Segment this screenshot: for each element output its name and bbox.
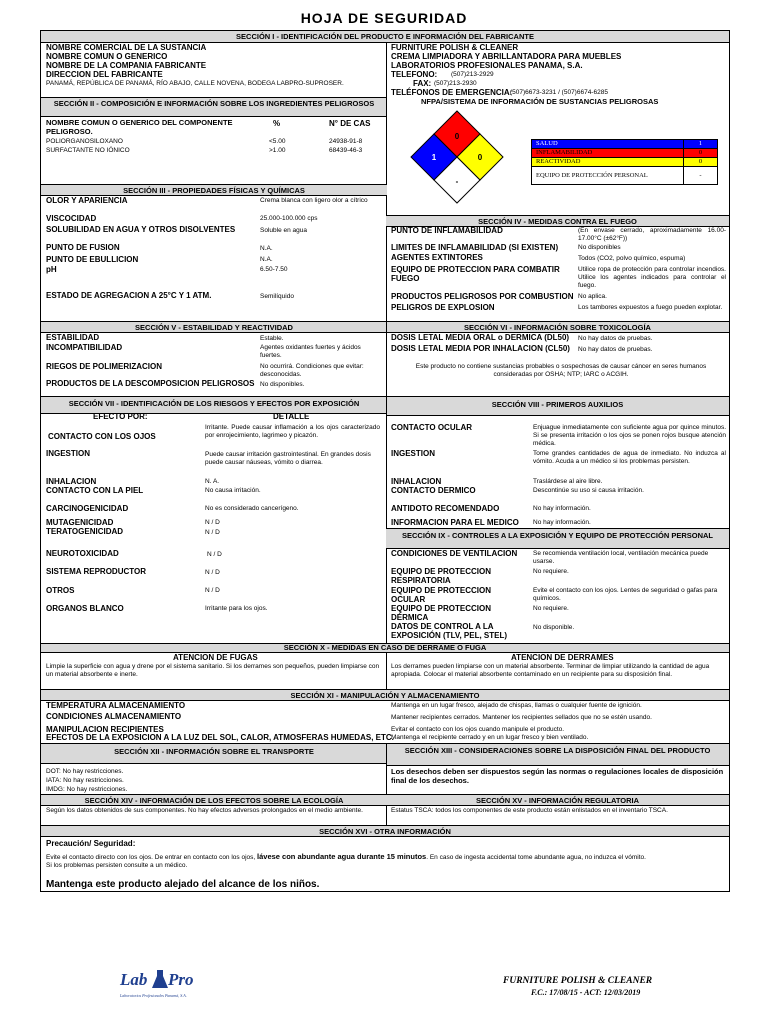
divider (386, 743, 387, 825)
derrames-text: Los derrames pueden limpiarse con un material absorbente. Terminar de limpiar utilizando la cantidad de agua apropiada. Colocar el material absorbente contaminado en un recipiente para su disposición final. (391, 663, 710, 678)
nfpa-row-flammability (532, 149, 718, 158)
logo-text-pro: Pro (168, 970, 194, 989)
s4-value: (En envase cerrado, aproximadamente 16.00-17.00°C (±62°F)) (578, 227, 726, 242)
divider (386, 396, 387, 646)
precaution-text-bold: lávese con abundante agua durante 15 minutos (257, 852, 427, 861)
s3-label: SOLUBILIDAD EN AGUA Y OTROS DISOLVENTES (46, 225, 236, 234)
s8-label: ANTIDOTO RECOMENDADO (391, 504, 500, 513)
s8-label: CONTACTO OCULAR (391, 423, 473, 432)
s5-label: PRODUCTOS DE LA DESCOMPOSICION PELIGROSOS (46, 379, 255, 388)
s7-value: N / D (207, 551, 222, 558)
s7-value: N / D (205, 569, 220, 576)
s11-label: TEMPERATURA ALMACENAMIENTO (46, 701, 186, 710)
s5-value: Agentes oxidantes fuertes y ácidos fuertes. (260, 344, 361, 359)
nfpa-diamond (409, 109, 505, 205)
s7-value: Irritante. Puede causar inflamación a los ojos caracterizado por enrojecimiento, lagrimeo y picazón. (205, 424, 380, 439)
logo-text-lab: Lab (120, 970, 148, 989)
divider (386, 321, 387, 396)
section-16-header: SECCIÓN XVI - OTRA INFORMACIÓN (41, 825, 729, 837)
s7-col-effect: EFECTO POR: (93, 412, 148, 421)
nfpa-row-reactivity (532, 158, 718, 167)
s1-label: NOMBRE COMUN O GENERICO (46, 52, 168, 61)
s8-value: Traslárdese al aire libre. (533, 478, 603, 485)
s4-value: Los tambores expuestos a fuego pueden explotar. (578, 304, 723, 311)
s7-label: INGESTION (46, 449, 91, 458)
section-9-header: SECCIÓN IX - CONTROLES A LA EXPOSICIÓN Y EQUIPO DE PROTECCIÓN PERSONAL (386, 528, 729, 549)
s3-value: Soluble en agua (260, 227, 307, 234)
s5-label: ESTABILIDAD (46, 333, 100, 342)
safety-sheet (40, 30, 730, 892)
precaution-text (46, 853, 726, 862)
fire-rating: 0 (454, 132, 460, 141)
s4-label: EQUIPO DE PROTECCION PARA COMBATIR FUEGO (391, 265, 560, 283)
s1-value: FURNITURE POLISH & CLEANER (391, 43, 519, 52)
s4-label: PELIGROS DE EXPLOSION (391, 303, 495, 312)
s8-label: CONTACTO DERMICO (391, 486, 476, 495)
s7-value: N / D (205, 519, 220, 526)
s11-value: Mantener recipientes cerrados. Mantener los recipientes sellados que no se estén usando. (391, 714, 652, 721)
s3-value: 25.000-100.000 cps (260, 215, 318, 222)
labpro-logo (118, 968, 213, 1002)
section-2-header: SECCIÓN II - COMPOSICIÓN E INFORMACIÓN SOBRE LOS INGREDIENTES PELIGROSOS (41, 97, 387, 117)
nfpa-table (531, 139, 718, 185)
s3-label: pH (46, 265, 57, 274)
nfpa-header: NFPA/SISTEMA DE INFORMACIÓN DE SUSTANCIAS PELIGROSAS (421, 97, 659, 106)
s7-value: N. A. (205, 478, 220, 485)
s3-value: Crema blanca con ligero olor a cítrico (260, 197, 368, 204)
s8-value: Enjuague inmediatamente con suficiente agua por quince minutos. Si se presenta irritación o los ojos se ponen rojos busque atención médica. (533, 424, 726, 447)
footer-code: F.C.: 17/08/15 - ACT: 12/03/2019 (531, 988, 641, 997)
s7-label: TERATOGENICIDAD (46, 527, 124, 536)
telefono-label: TELEFONO: (391, 70, 438, 79)
s3-label: PUNTO DE FUSION (46, 243, 120, 252)
s4-value: No aplica. (578, 293, 607, 300)
s8-label: INGESTION (391, 449, 436, 458)
precaution-text-b: . En caso de ingesta accidental tome abundante agua, no induzca el vómito. (426, 854, 646, 861)
flask-icon (151, 968, 169, 990)
section-11-header: SECCIÓN XI - MANIPULACIÓN Y ALMACENAMIENTO (41, 689, 729, 701)
s7-label: NEUROTOXICIDAD (46, 549, 119, 558)
divider (386, 43, 387, 98)
s3-value: 6.50-7.50 (260, 266, 288, 273)
s4-label: LIMITES DE INFLAMABILIDAD (SI EXISTEN) (391, 243, 559, 252)
s8-value: No hay información. (533, 519, 591, 526)
s7-label: SISTEMA REPRODUCTOR (46, 567, 147, 576)
footer-product: FURNITURE POLISH & CLEANER (503, 976, 653, 986)
s5-value: No ocurrirá. Condiciones que evitar: desconocidas. (260, 363, 364, 378)
s8-label: INFORMACION PARA EL MEDICO (391, 518, 519, 527)
s2-col-pct: % (273, 119, 281, 128)
nfpa-label: INFLAMABILIDAD (532, 149, 684, 158)
transport-line: IATA: No hay restricciones. (46, 777, 124, 784)
s1-label: NOMBRE DE LA COMPANIA FABRICANTE (46, 61, 207, 70)
transport-line: IMDG: No hay restricciones. (46, 786, 128, 793)
s1-value: CREMA LIMPIADORA Y ABRILLANTADORA PARA MUEBLES (391, 52, 622, 61)
ingredient-name: SURFACTANTE NO IÓNICO (46, 147, 130, 154)
s3-value: Semilíquido (260, 293, 294, 300)
s7-value: Irritante para los ojos. (205, 605, 268, 612)
s5-value: No disponibles. (260, 381, 305, 388)
nfpa-value: 0 (684, 158, 718, 167)
fax-value: (507)213-2930 (434, 80, 477, 87)
s7-value: No causa irritación. (205, 487, 261, 494)
section-15-header: SECCIÓN XV - INFORMACIÓN REGULATORIA (386, 794, 729, 806)
disposal-text: Los desechos deben ser dispuestos según las normas o regulaciones locales de disposición final de los desechos. (391, 767, 724, 785)
ecology-text: Según los datos obtenidos de sus componentes. No hay efectos adversos prolongados en el medio ambiente. (46, 807, 363, 814)
s9-label: EQUIPO DE PROTECCION OCULAR (391, 586, 492, 604)
s3-label: OLOR Y APARIENCIA (46, 196, 128, 205)
special-rating: - (455, 177, 459, 186)
s4-value: Utilice ropa de protección para controlar incendios. Utilice los agentes indicados para controlar el fuego. (578, 266, 726, 289)
emergency-label: TELÉFONOS DE EMERGENCIA: (391, 88, 513, 97)
reactivity-rating: 0 (477, 153, 483, 162)
s9-label: DATOS DE CONTROL A LA EXPOSICIÓN (TLV, PEL, STEL) (391, 622, 508, 640)
s7-label: ORGANOS BLANCO (46, 604, 124, 613)
s9-label: EQUIPO DE PROTECCION DÉRMICA (391, 604, 492, 622)
s2-col-cas: N° DE CAS (329, 119, 371, 128)
s11-value: Evitar el contacto con los ojos cuando manipule el producto. (391, 726, 565, 733)
nfpa-value: 0 (684, 149, 718, 158)
divider (386, 215, 387, 321)
nfpa-row-ppe (532, 167, 718, 185)
s11-value: Mantenga en un lugar fresco, alejado de chispas, llamas o cualquier fuente de ignición. (391, 702, 642, 709)
precaution-label: Precaución/ Seguridad: (46, 839, 136, 848)
s6-value: No hay datos de pruebas. (578, 335, 653, 342)
section-8-header: SECCIÓN VIII - PRIMEROS AUXILIOS (386, 396, 729, 416)
nfpa-row-health (532, 140, 718, 149)
s8-label: INHALACION (391, 477, 442, 486)
fax-label: FAX: (413, 79, 432, 88)
section-7-header: SECCIÓN VII - IDENTIFICACIÓN DE LOS RIESGOS Y EFECTOS POR EXPOSICIÓN (41, 396, 387, 414)
nfpa-label: REACTIVIDAD (532, 158, 684, 167)
ingredient-pct: <5.00 (269, 138, 286, 145)
s1-label: DIRECCION DEL FABRICANTE (46, 70, 163, 79)
s11-value: Mantenga el recipiente cerrado y en un lugar fresco y bien ventilado. (391, 734, 589, 741)
s5-value: Estable. (260, 335, 284, 342)
s3-label: VISCOCIDAD (46, 214, 97, 223)
manufacturer-address: PANAMÁ, REPÚBLICA DE PANAMÁ, RÍO ABAJO, CALLE NOVENA, BODEGA LABPRO-SUPROSER. (46, 80, 344, 87)
s8-value: Tome grandes cantidades de agua de inmediato. No induzca al vómito. Acuda a un médico si los problemas persisten. (533, 450, 726, 465)
s7-value: Puede causar irritación gastrointestinal. En grandes dosis puede causar náuseas, vómito o diarrea. (205, 451, 371, 466)
s4-value: Todos (CO2, polvo químico, espuma) (578, 255, 686, 262)
derrames-title: ATENCION DE DERRAMES (511, 653, 614, 662)
section-14-header: SECCIÓN XIV - INFORMACIÓN DE LOS EFECTOS SOBRE LA ECOLOGÍA (41, 794, 387, 806)
s7-label: CONTACTO CON LOS OJOS (48, 432, 156, 441)
s7-label: CARCINOGENICIDAD (46, 504, 129, 513)
telefono-value: (507)213-2929 (451, 71, 494, 78)
ingredient-cas: 68439-46-3 (329, 147, 363, 154)
s7-label: INHALACION (46, 477, 97, 486)
transport-line: DOT: No hay restricciones. (46, 768, 124, 775)
nfpa-label: EQUIPO DE PROTECCIÓN PERSONAL (532, 167, 684, 185)
section-13-header: SECCIÓN XIII - CONSIDERACIONES SOBRE LA DISPOSICIÓN FINAL DEL PRODUCTO (386, 743, 729, 766)
s9-value: No requiere. (533, 568, 569, 575)
fugas-text: Limpie la superficie con agua y drene por el sistema sanitario. Si los derrames son pequeños, pueden limpiarse con un material absorbente e inerte. (46, 663, 380, 678)
section-10-header: SECCIÓN X - MEDIDAS EN CASO DE DERRAME O FUGA (41, 643, 729, 653)
children-warning: Mantenga este producto alejado del alcance de los niños. (46, 879, 320, 890)
s9-value: Evite el contacto con los ojos. Lentes de seguridad o gafas para químicos. (533, 587, 718, 602)
regulatory-text: Estatus TSCA: todos los componentes de este producto están enlistados en el inventario TSCA. (391, 807, 668, 814)
s11-label: CONDICIONES ALMACENAMIENTO (46, 712, 182, 721)
ingredient-name: POLIORGANOSILOXANO (46, 138, 123, 145)
s2-col-name: NOMBRE COMUN O GENERICO DEL COMPONENTE PELIGROSO. (46, 118, 233, 136)
precaution-text-c: Si los problemas persisten consulte a un médico. (46, 862, 188, 869)
ingredient-pct: >1.00 (269, 147, 286, 154)
s11-label: EFECTOS DE LA EXPOSICION A LA LUZ DEL SOL, CALOR, ATMOSFERAS HUMEDAS, ETC. (46, 733, 394, 742)
s11-label: MANIPULACION RECIPIENTES (46, 725, 164, 734)
s3-value: N.A. (260, 256, 273, 263)
s5-label: INCOMPATIBILIDAD (46, 343, 123, 352)
s7-value: N / D (205, 587, 220, 594)
s5-label: RIEGOS DE POLIMERIZACION (46, 362, 163, 371)
emergency-value: (507)6673-3231 / (507)6674-6285 (510, 89, 608, 96)
s1-label: NOMBRE COMERCIAL DE LA SUSTANCIA (46, 43, 207, 52)
section-12-header: SECCIÓN XII - INFORMACIÓN SOBRE EL TRANSPORTE (41, 743, 387, 764)
nfpa-label: SALUD (532, 140, 684, 149)
s6-label: DOSIS LETAL MEDIA POR INHALACION (CL50) (391, 344, 570, 353)
s7-label: OTROS (46, 586, 75, 595)
nfpa-value: - (684, 167, 718, 185)
s6-note: Este producto no contiene sustancias probables o sospechosas de causar cáncer en seres humanos consideradas por OSHA; NTP; IARC o ACGIH. (415, 363, 707, 378)
section-3-header: SECCIÓN III - PROPIEDADES FÍSICAS Y QUÍMICAS (41, 184, 387, 196)
divider (386, 653, 387, 689)
s3-label: ESTADO DE AGREGACION A 25°C Y 1 ATM. (46, 291, 212, 300)
s6-value: No hay datos de pruebas. (578, 346, 653, 353)
s7-col-detail: DETALLE (273, 412, 310, 421)
section-5-header: SECCIÓN V - ESTABILIDAD Y REACTIVIDAD (41, 321, 387, 333)
s9-label: EQUIPO DE PROTECCION RESPIRATORIA (391, 567, 492, 585)
s7-label: CONTACTO CON LA PIEL (46, 486, 144, 495)
s8-value: Descontinúe su uso si causa irritación. (533, 487, 644, 494)
s4-value: No disponibles (578, 244, 621, 251)
s3-value: N.A. (260, 245, 273, 252)
divider (386, 97, 387, 215)
page-title: HOJA DE SEGURIDAD (300, 10, 468, 26)
section-4-header: SECCIÓN IV - MEDIDAS CONTRA EL FUEGO (386, 215, 729, 227)
s8-value: No hay información. (533, 505, 591, 512)
ingredient-cas: 24938-91-8 (329, 138, 363, 145)
s9-value: No requiere. (533, 605, 569, 612)
fugas-title: ATENCION DE FUGAS (173, 653, 258, 662)
s7-value: N / D (205, 529, 220, 536)
section-6-header: SECCIÓN VI - INFORMACIÓN SOBRE TOXICOLOGÍA (386, 321, 729, 333)
s1-value: LABORATORIOS PROFESIONALES PANAMA, S.A. (391, 61, 583, 70)
s9-label: CONDICIONES DE VENTILACION (391, 549, 518, 558)
s4-label: PUNTO DE INFLAMABILIDAD (391, 226, 503, 235)
health-rating: 1 (431, 153, 437, 162)
s9-value: Se recomienda ventilación local, ventilación mecánica puede usarse. (533, 550, 709, 565)
s9-value: No disponible. (533, 624, 575, 631)
s3-label: PUNTO DE EBULLICION (46, 255, 139, 264)
logo-caption: Laboratorios Profesionales Panamá, S.A. (120, 993, 187, 998)
nfpa-value: 1 (684, 140, 718, 149)
s6-label: DOSIS LETAL MEDIA ORAL o DERMICA (DL50) (391, 333, 570, 342)
s4-label: AGENTES EXTINTORES (391, 253, 483, 262)
precaution-text-a: Evite el contacto directo con los ojos. De entrar en contacto con los ojos, (46, 854, 256, 861)
s7-value: No es considerado cancerígeno. (205, 505, 299, 512)
section-1-header: SECCIÓN I - IDENTIFICACIÓN DEL PRODUCTO E INFORMACIÓN DEL FABRICANTE (41, 31, 729, 43)
s7-label: MUTAGENICIDAD (46, 518, 114, 527)
s4-label: PRODUCTOS PELIGROSOS POR COMBUSTION (391, 292, 574, 301)
